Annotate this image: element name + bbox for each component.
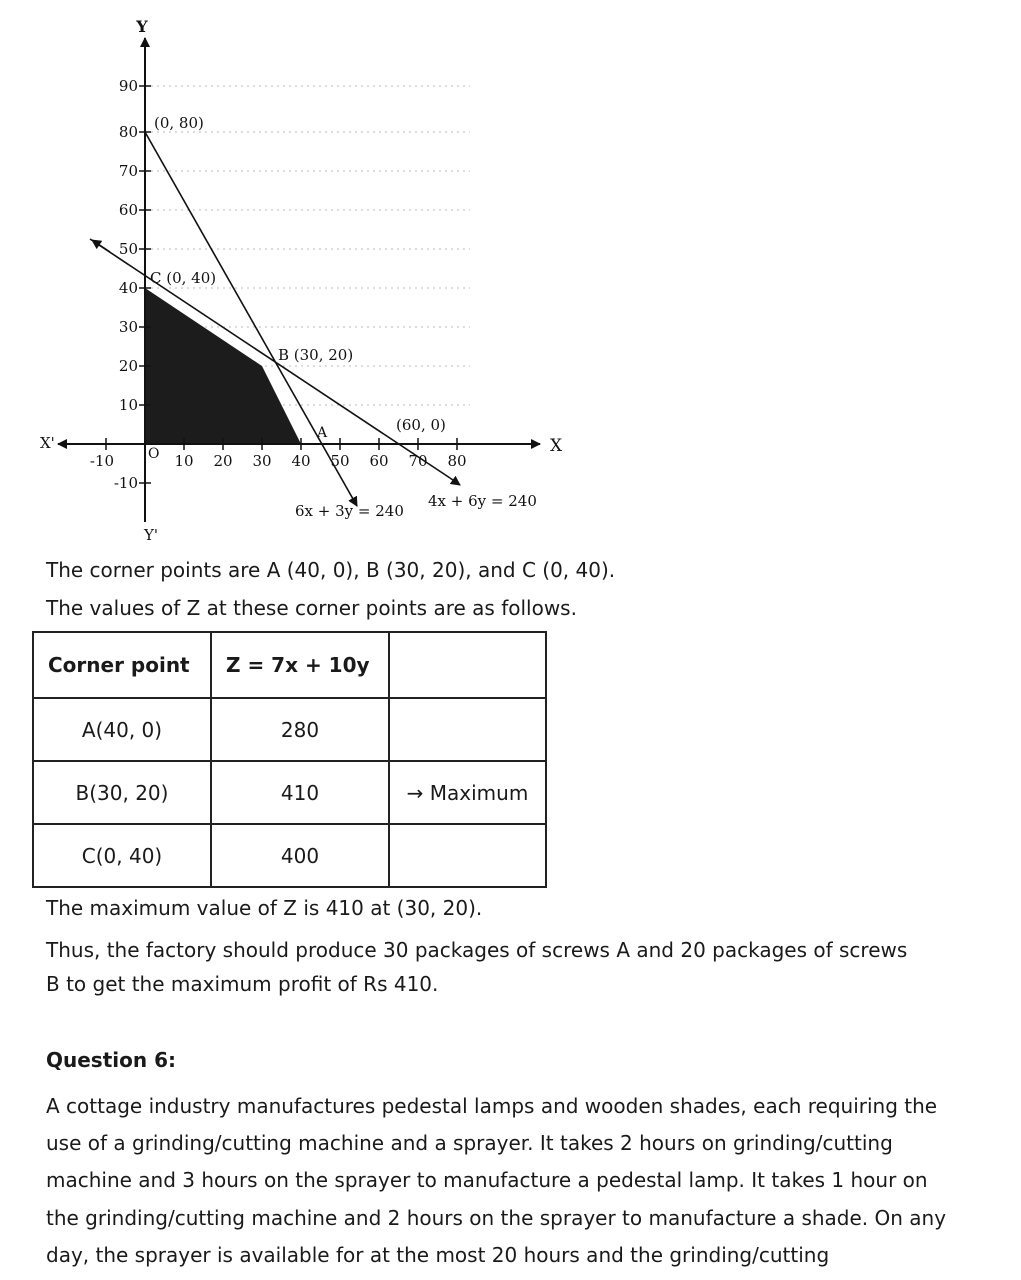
y-tick-label: 10 <box>118 396 138 414</box>
x-axis-label: X <box>550 436 563 456</box>
table-cell: 400 <box>211 824 389 887</box>
lpp-graph <box>30 10 570 550</box>
y-tick-label: 20 <box>118 357 138 375</box>
y-tick-label: 80 <box>118 123 138 141</box>
line-label-6x-3y: 6x + 3y = 240 <box>295 502 404 520</box>
point-label-60-0: (60, 0) <box>396 416 446 434</box>
table-row <box>33 824 546 887</box>
max-value-text: The maximum value of Z is 410 at (30, 20). <box>46 896 483 920</box>
line-label-4x-6y: 4x + 6y = 240 <box>428 492 537 510</box>
origin-label: O <box>148 446 160 462</box>
y-axis-label: Y <box>136 17 148 36</box>
table-header-cell: Z = 7x + 10y <box>211 632 389 698</box>
table-cell <box>389 698 546 761</box>
question-line: A cottage industry manufactures pedestal lamps and wooden shades, each requiring the <box>46 1094 938 1118</box>
table-cell: C(0, 40) <box>33 824 211 887</box>
question-title: Question 6: <box>46 1048 176 1072</box>
table-row <box>33 761 546 824</box>
x-tick-label: 20 <box>213 452 233 470</box>
table-cell: A(40, 0) <box>33 698 211 761</box>
table-cell: B(30, 20) <box>33 761 211 824</box>
question-line: machine and 3 hours on the sprayer to manufacture a pedestal lamp. It takes 1 hour on <box>46 1168 928 1192</box>
point-label-c: C (0, 40) <box>150 269 217 287</box>
y-tick-label: 50 <box>118 240 138 258</box>
y-tick-label: 60 <box>118 201 138 219</box>
conclusion-line-2: B to get the maximum profit of Rs 410. <box>46 972 439 996</box>
x-tick-label: 80 <box>447 452 467 470</box>
y-tick-label: 30 <box>118 318 138 336</box>
x-tick-label: 70 <box>408 452 428 470</box>
table-cell: 410 <box>211 761 389 824</box>
corner-point-table <box>32 631 547 888</box>
x-tick-label: 30 <box>252 452 272 470</box>
question-line: use of a grinding/cutting machine and a sprayer. It takes 2 hours on grinding/cutting <box>46 1131 893 1155</box>
question-line: the grinding/cutting machine and 2 hours on the sprayer to manufacture a shade. On any <box>46 1206 947 1230</box>
question-line: day, the sprayer is available for at the most 20 hours and the grinding/cutting <box>46 1243 830 1267</box>
line-4x-6y-240-arrow-start <box>92 240 110 252</box>
table-cell <box>389 824 546 887</box>
x-tick-label: -10 <box>89 452 115 470</box>
y-tick-label: -10 <box>113 474 138 492</box>
line-4x-6y-240-arrow-end <box>450 478 460 485</box>
y-tick-label: 40 <box>118 279 138 297</box>
table-header-row <box>33 632 546 698</box>
values-intro-text: The values of Z at these corner points are as follows. <box>46 596 577 620</box>
y-tick-label: 90 <box>118 77 138 95</box>
x-tick-label: 50 <box>330 452 350 470</box>
y-tick-label: 70 <box>118 162 138 180</box>
y-neg-axis-label: Y' <box>143 526 159 544</box>
point-label-a: A <box>317 425 328 441</box>
x-neg-axis-label: X' <box>40 434 55 452</box>
conclusion-line-1: Thus, the factory should produce 30 packages of screws A and 20 packages of screws <box>46 938 908 962</box>
x-tick-label: 10 <box>174 452 194 470</box>
x-tick-label: 40 <box>291 452 311 470</box>
table-header-cell: Corner point <box>33 632 211 698</box>
point-label-b: B (30, 20) <box>278 346 354 364</box>
x-tick-label: 60 <box>369 452 389 470</box>
table-cell: → Maximum <box>389 761 546 824</box>
table-row <box>33 698 546 761</box>
table-header-cell <box>389 632 546 698</box>
corner-points-text: The corner points are A (40, 0), B (30, 20), and C (0, 40). <box>46 558 616 582</box>
point-label-0-80: (0, 80) <box>154 114 204 132</box>
table-cell: 280 <box>211 698 389 761</box>
